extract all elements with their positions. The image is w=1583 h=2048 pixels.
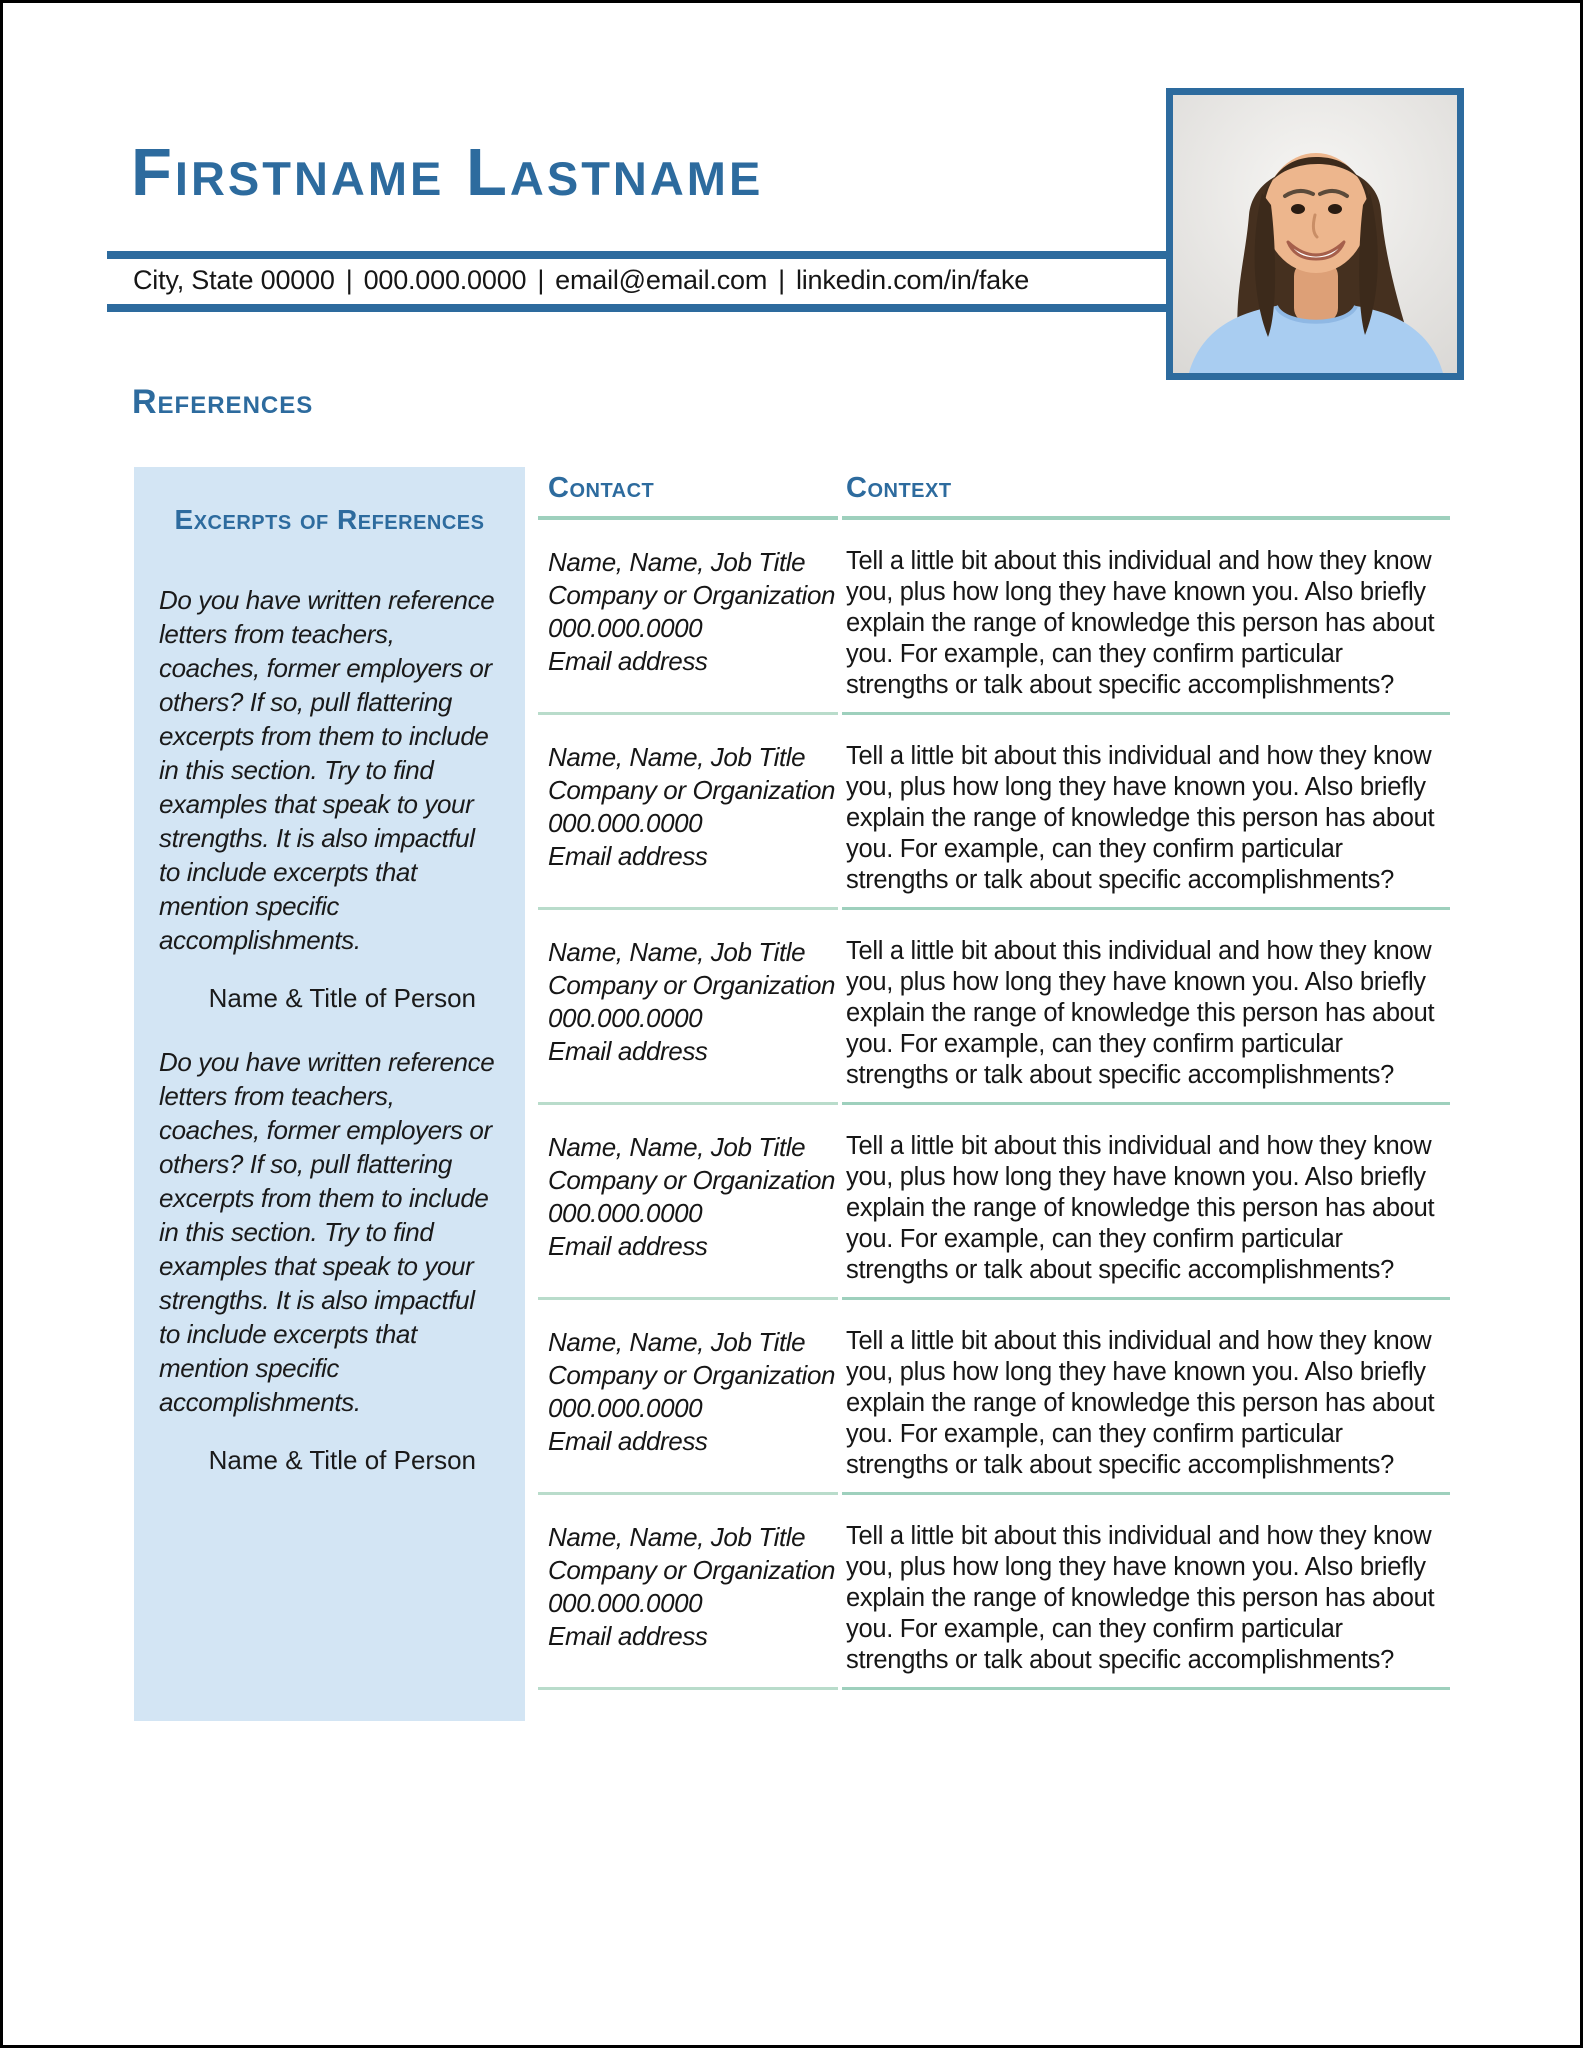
contact-line: Company or Organization (548, 1555, 836, 1585)
profile-photo (1166, 88, 1464, 380)
contact-line: Company or Organization (548, 970, 836, 1000)
contact-location: City, State 00000 (133, 265, 335, 295)
table-header-row (538, 465, 1450, 520)
table-row (538, 1495, 1450, 1690)
context-cell: Tell a little bit about this individual and how they know you, plus how long they have known you. Also briefly explain the range of knowledge this person has about you. For example, can they confirm particular strengths or talk about specific accomplishments? (846, 1132, 1435, 1284)
contact-bar (133, 262, 1029, 298)
contact-line: Name, Name, Job Title (548, 1522, 806, 1552)
header-rule-bottom (107, 304, 1166, 312)
contact-cell (548, 1521, 838, 1653)
table-row (538, 1105, 1450, 1300)
row-divider (842, 1687, 1450, 1690)
table-row (538, 715, 1450, 910)
row-divider (538, 1687, 838, 1690)
sidebar-attribution: Name & Title of Person (208, 983, 476, 1013)
sidebar-blocks (159, 583, 500, 1477)
profile-photo-illustration (1173, 95, 1457, 373)
contact-line: Company or Organization (548, 1165, 836, 1195)
contact-line: Email address (548, 1231, 708, 1261)
excerpts-sidebar (134, 467, 525, 1721)
sidebar-heading: Excerpts of References (174, 504, 485, 535)
contact-line: Email address (548, 1036, 708, 1066)
contact-cell (548, 741, 838, 873)
header-rule-top (107, 251, 1166, 259)
contact-phone: 000.000.0000 (363, 265, 527, 295)
contact-line: Email address (548, 646, 708, 676)
table-row (538, 910, 1450, 1105)
sidebar-paragraph: Do you have written reference letters from teachers, coaches, former employers or others? If so, pull flattering excerpts from them to include in this section. Try to find examples that speak to your strengths. It is also impactful to include excerpts that mention specific accomplishments. (159, 1047, 495, 1417)
contact-line: Company or Organization (548, 580, 836, 610)
contact-cell (548, 1131, 838, 1263)
contact-column-header: Contact (548, 472, 655, 504)
sidebar-attribution: Name & Title of Person (208, 1445, 476, 1475)
context-column-header: Context (846, 472, 952, 504)
sidebar-paragraph: Do you have written reference letters from teachers, coaches, former employers or others? If so, pull flattering excerpts from them to include in this section. Try to find examples that speak to your strengths. It is also impactful to include excerpts that mention specific accomplishments. (159, 585, 495, 955)
contact-linkedin: linkedin.com/in/fake (795, 265, 1030, 295)
contact-line: Name, Name, Job Title (548, 1132, 806, 1162)
contact-line: 000.000.0000 (548, 613, 703, 643)
references-section-title: References (132, 383, 314, 421)
context-cell: Tell a little bit about this individual and how they know you, plus how long they have known you. Also briefly explain the range of knowledge this person has about you. For example, can they confirm particular strengths or talk about specific accomplishments? (846, 742, 1435, 894)
contact-line: 000.000.0000 (548, 1198, 703, 1228)
context-cell: Tell a little bit about this individual and how they know you, plus how long they have known you. Also briefly explain the range of knowledge this person has about you. For example, can they confirm particular strengths or talk about specific accomplishments? (846, 1522, 1435, 1674)
context-cell: Tell a little bit about this individual and how they know you, plus how long they have known you. Also briefly explain the range of knowledge this person has about you. For example, can they confirm particular strengths or talk about specific accomplishments? (846, 1327, 1435, 1479)
table-row (538, 520, 1450, 715)
contact-cell (548, 936, 838, 1068)
contact-line: Email address (548, 1621, 708, 1651)
contact-line: 000.000.0000 (548, 808, 703, 838)
contact-line: Email address (548, 1426, 708, 1456)
contact-line: Email address (548, 841, 708, 871)
page-title: Firstname Lastname (131, 135, 764, 210)
contact-cell (548, 546, 838, 678)
context-cell: Tell a little bit about this individual and how they know you, plus how long they have known you. Also briefly explain the range of knowledge this person has about you. For example, can they confirm particular strengths or talk about specific accomplishments? (846, 547, 1435, 699)
contact-line: Company or Organization (548, 775, 836, 805)
contact-line: 000.000.0000 (548, 1393, 703, 1423)
contact-separator: | (345, 265, 353, 295)
contact-line: 000.000.0000 (548, 1588, 703, 1618)
contact-line: Name, Name, Job Title (548, 937, 806, 967)
table-row (538, 1300, 1450, 1495)
contact-line: Name, Name, Job Title (548, 742, 806, 772)
contact-line: Company or Organization (548, 1360, 836, 1390)
table-rows (538, 520, 1450, 1690)
contact-line: Name, Name, Job Title (548, 1327, 806, 1357)
references-table (538, 465, 1450, 1690)
contact-line: Name, Name, Job Title (548, 547, 806, 577)
contact-email: email@email.com (555, 265, 768, 295)
contact-separator: | (778, 265, 785, 295)
contact-separator: | (537, 265, 545, 295)
contact-cell (548, 1326, 838, 1458)
context-cell: Tell a little bit about this individual and how they know you, plus how long they have known you. Also briefly explain the range of knowledge this person has about you. For example, can they confirm particular strengths or talk about specific accomplishments? (846, 937, 1435, 1089)
contact-line: 000.000.0000 (548, 1003, 703, 1033)
